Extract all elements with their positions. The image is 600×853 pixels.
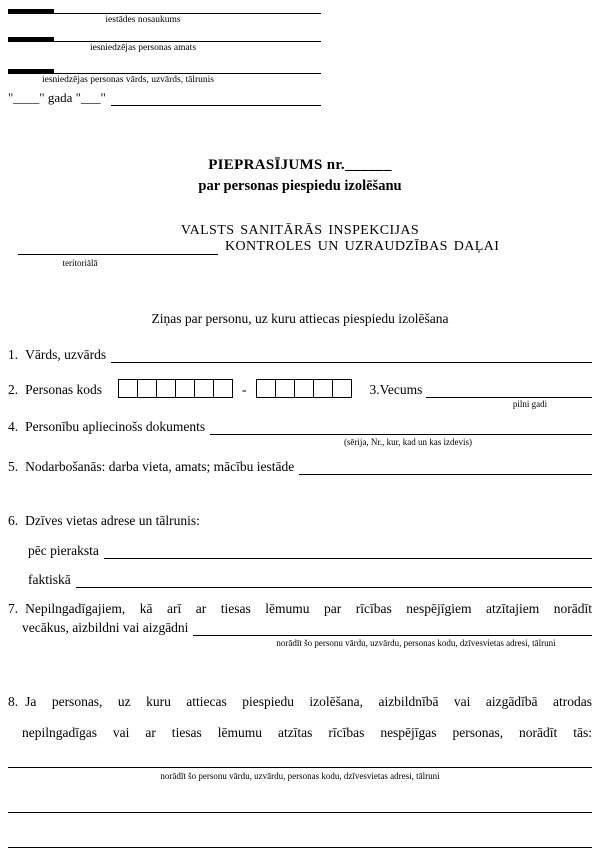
item-8-number: 8. (8, 694, 19, 709)
document-subtitle: par personas piespiedu izolēšanu (198, 178, 402, 194)
personas-kods-group2 (256, 379, 352, 398)
item-7-blank (193, 634, 592, 636)
kods-cell (332, 379, 352, 398)
item-8 (8, 694, 592, 710)
kods-cell (118, 379, 138, 398)
date-blank (111, 104, 321, 106)
name-blank-line (8, 60, 321, 74)
position-blank-line (8, 28, 321, 42)
item-7 (8, 601, 592, 617)
kods-separator: - (242, 382, 247, 398)
item-7-line2: vecākus, aizbildni vai aizgādni (22, 620, 189, 636)
item-6-sub2-label: faktiskā (28, 572, 71, 588)
institution-blank-line (8, 0, 321, 14)
item-1-number: 1. (8, 347, 19, 363)
territorial-note: teritoriālā (62, 258, 98, 268)
item-2 (8, 380, 592, 398)
scan-mark (8, 69, 54, 74)
item-6-sub1 (28, 544, 592, 559)
item-6-sub2-blank (76, 586, 592, 588)
kods-cell (275, 379, 295, 398)
item-4-number: 4. (8, 419, 19, 435)
item-4-note: (sērija, Nr., kur, kad un kas izdevis) (343, 437, 473, 447)
item-8-line1: Ja personas, uz kuru attiecas piespiedu izolēšana, aizbildnībā vai aizgādībā atrodas (25, 694, 592, 709)
territorial-blank (18, 253, 218, 255)
item-1 (8, 348, 592, 363)
kods-cell (194, 379, 214, 398)
age-unit-note: pilni gadi (512, 399, 548, 409)
item-6-sub1-label: pēc pieraksta (28, 543, 99, 559)
scan-mark (8, 37, 54, 42)
item-1-blank (111, 361, 592, 363)
item-8-blank-line2 (8, 798, 592, 813)
kods-cell (156, 379, 176, 398)
item-5-number: 5. (8, 459, 19, 475)
kods-cell (213, 379, 233, 398)
item-8-blank-line3 (8, 833, 592, 848)
date-text: "____" gada "___" (8, 90, 106, 106)
item-7-line1: Nepilngadīgajiem, kā arī ar tiesas lēmumu par rīcības nespējīgiem atzītajiem norādīt (25, 601, 592, 616)
institution-label: iestādes nosaukums (105, 15, 181, 25)
item-6 (8, 513, 592, 529)
document-title: PIEPRASĪJUMS nr.______ (208, 157, 392, 173)
kods-cell (256, 379, 276, 398)
item-3-age-label: 3.Vecums (369, 382, 423, 398)
addressee-line2-text: KONTROLES UN UZRAUDZĪBAS DAĻAI (225, 238, 500, 254)
item-6-sub1-blank (104, 557, 592, 559)
kods-cell (137, 379, 157, 398)
item-5-blank (299, 473, 592, 475)
item-5-label: Nodarbošanās: darba vieta, amats; mācību iestāde (25, 459, 295, 475)
date-line (8, 92, 321, 106)
kods-cell (175, 379, 195, 398)
item-7-number: 7. (8, 601, 19, 616)
item-4-label: Personību apliecinošs dokuments (25, 419, 206, 435)
item-6-number: 6. (8, 513, 19, 528)
kods-cell (313, 379, 333, 398)
section-heading: Ziņas par personu, uz kuru attiecas piespiedu izolēšana (151, 311, 449, 326)
position-label: iesniedzējas personas amats (89, 43, 197, 53)
addressee-line1: VALSTS SANITĀRĀS INSPEKCIJAS (180, 223, 420, 238)
item-8-line2: nepilngadīgas vai ar tiesas lēmumu atzītas rīcības nespējīgas personas, norādīt tās: (22, 725, 592, 740)
addressee-line2 (18, 240, 564, 255)
item-3-age-blank (426, 396, 592, 398)
item-7-note: norādīt šo personu vārdu, uzvārdu, personas kodu, dzīvesvietas adresi, tālruni (276, 638, 556, 648)
item-7-line2-row (22, 621, 592, 636)
item-4 (8, 420, 592, 435)
item-8-note: norādīt šo personu vārdu, uzvārdu, personas kodu, dzīvesvietas adresi, tālruni (160, 771, 440, 781)
item-2-label: Personas kods (25, 382, 102, 398)
kods-cell (294, 379, 314, 398)
scan-mark (8, 9, 54, 14)
personas-kods-group1 (118, 379, 233, 398)
item-6-sub2 (28, 573, 592, 588)
item-8-blank-line1 (8, 753, 592, 768)
item-2-number: 2. (8, 382, 19, 398)
item-5 (8, 460, 592, 475)
item-4-blank (210, 433, 592, 435)
item-1-label: Vārds, uzvārds (25, 347, 107, 363)
item-6-label: Dzīves vietas adrese un tālrunis: (25, 513, 200, 528)
name-label: iesniedzējas personas vārds, uzvārds, tālrunis (41, 75, 214, 85)
